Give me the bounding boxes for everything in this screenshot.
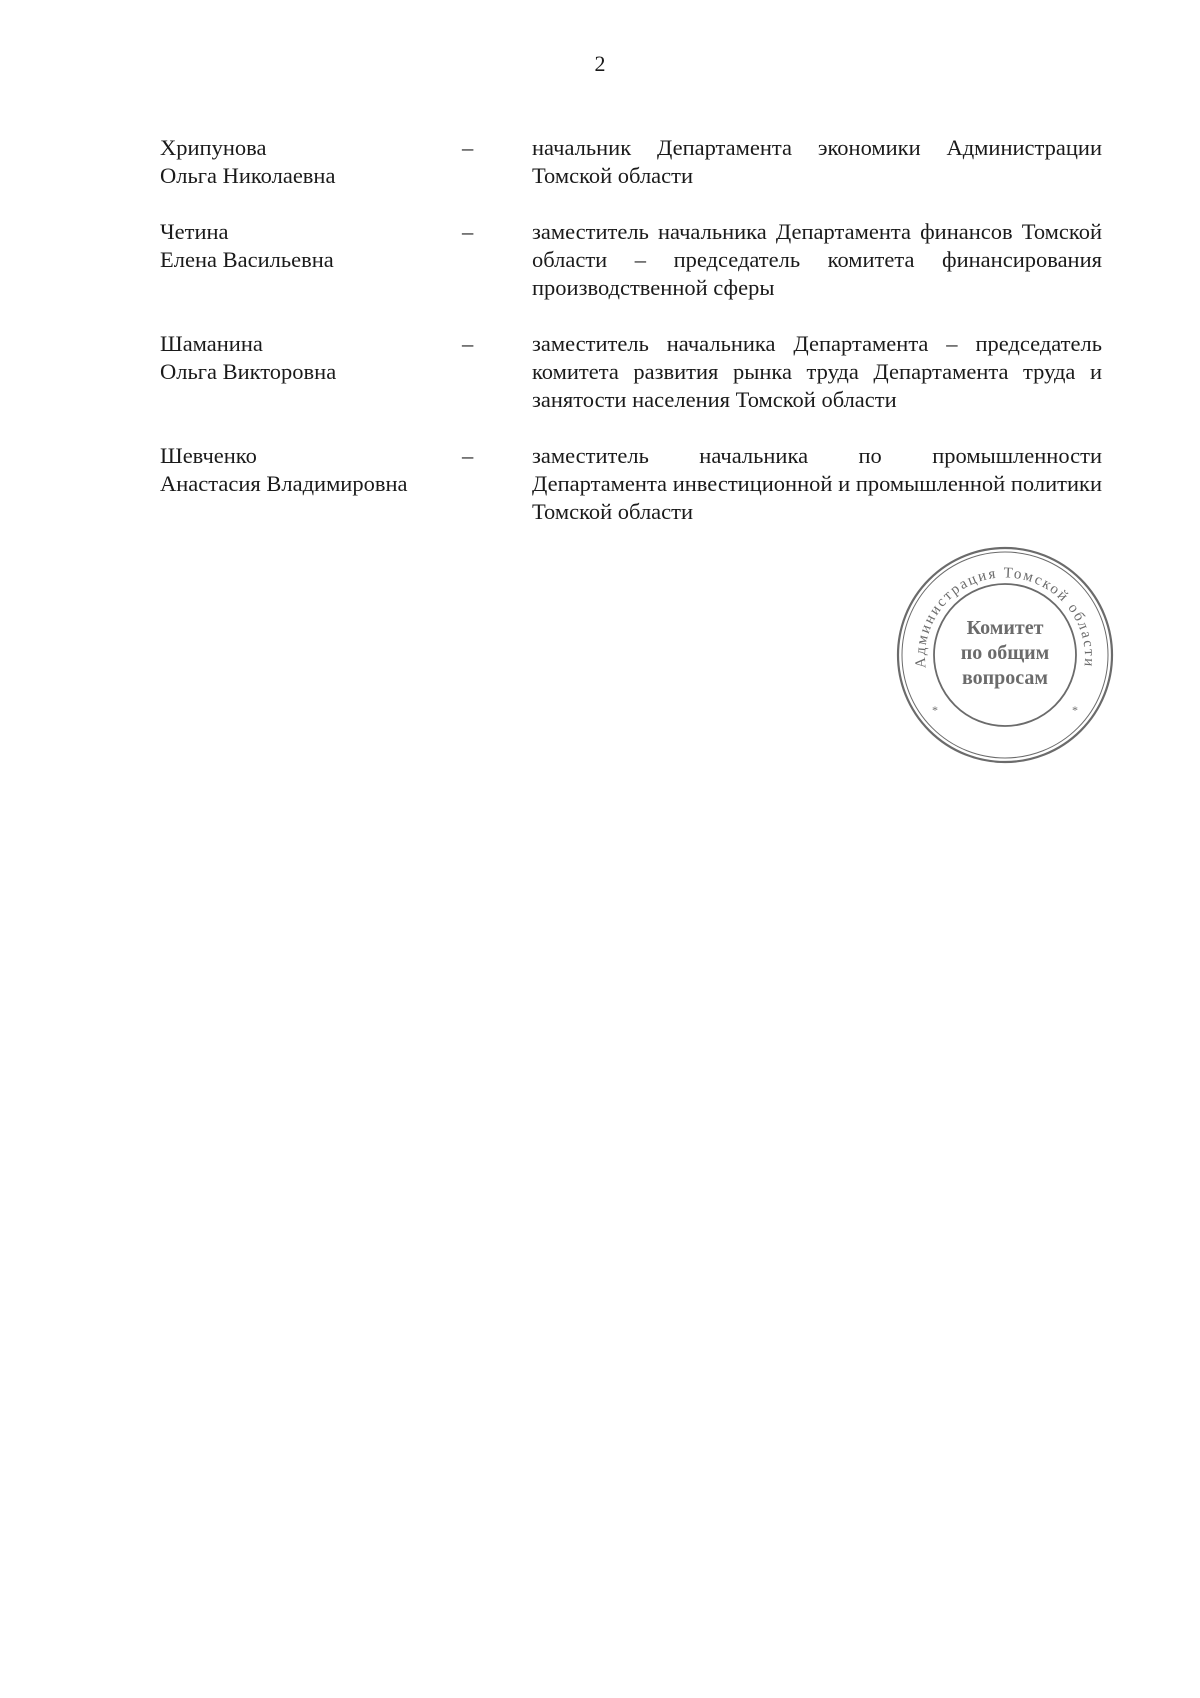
member-position: заместитель начальника Департамента финансов Томской области – председатель комитета финансирования производственной сферы [532, 219, 1102, 300]
member-name [160, 330, 460, 414]
member-surname: Четина [160, 219, 229, 244]
official-seal [892, 542, 1118, 768]
member-row [160, 134, 1100, 190]
member-surname: Шевченко [160, 443, 257, 468]
member-name [160, 134, 460, 190]
member-given-names: Ольга Викторовна [160, 359, 337, 384]
member-name [160, 218, 460, 302]
member-position: начальник Департамента экономики Администрации Томской области [532, 135, 1102, 188]
member-given-names: Елена Васильевна [160, 247, 334, 272]
member-dash: – [462, 219, 474, 244]
page-number: 2 [594, 51, 606, 76]
member-dash: – [462, 135, 474, 160]
member-given-names: Ольга Николаевна [160, 163, 336, 188]
member-list [160, 134, 1100, 554]
member-position: заместитель начальника Департамента – председатель комитета развития рынка труда Департамента труда и занятости населения Томской области [532, 331, 1102, 412]
member-surname: Хрипунова [160, 135, 267, 160]
seal-ring-text: Администрация Томской области [912, 565, 1098, 669]
seal-center-line: вопросам [961, 667, 1049, 689]
member-position: заместитель начальника по промышленности Департамента инвестиционной и промышленной политики Томской области [532, 443, 1102, 524]
seal-center-line: Комитет [966, 617, 1044, 639]
member-row [160, 218, 1100, 302]
member-dash: – [462, 331, 474, 356]
seal-center-line: по общим [960, 642, 1050, 664]
member-given-names: Анастасия Владимировна [160, 471, 408, 496]
member-row [160, 330, 1100, 414]
member-name [160, 442, 460, 526]
member-dash: – [462, 443, 474, 468]
member-surname: Шаманина [160, 331, 263, 356]
member-row [160, 442, 1100, 526]
seal-star-left: * [932, 703, 938, 717]
seal-star-right: * [1072, 703, 1078, 717]
